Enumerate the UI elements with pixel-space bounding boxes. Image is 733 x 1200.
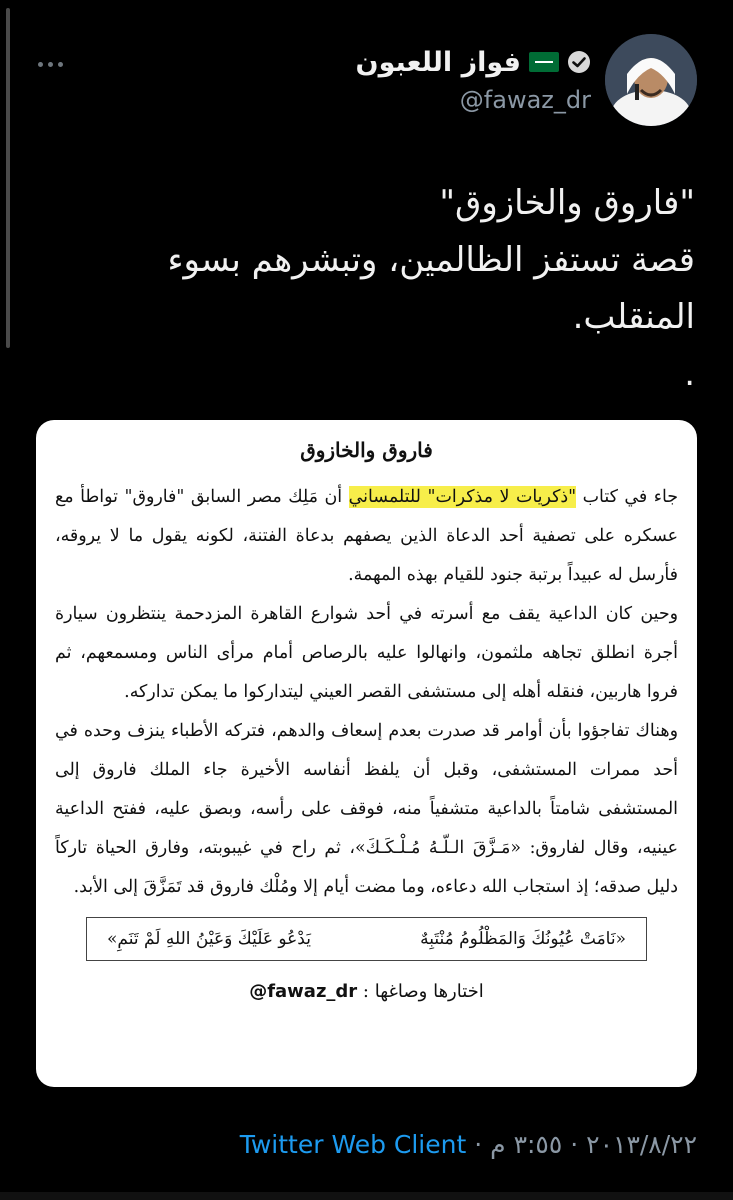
image-credit (36, 981, 697, 1002)
tweet-header (356, 34, 697, 126)
image-paragraph-2: وحين كان الداعية يقف مع أسرته في أحد شوارع القاهرة المزدحمة ينتظرون سيارة أجرة انطلق تجاهه ملثمون، وانهالوا عليه بالرصاص أمام مرأى الناس ومسمعهم، ثم فروا هاربين، فنقله أهله إلى مستشفى القصر العيني ليتداركوا ما يمكن تداركه. (55, 604, 678, 702)
bottom-bar (0, 1192, 733, 1200)
tweet-line: . (684, 354, 695, 394)
author-name[interactable]: فواز اللعبون (355, 46, 521, 78)
tweet-line: المنقلب. (572, 297, 695, 337)
para1-start: جاء في كتاب (576, 487, 678, 507)
tweet-text (55, 175, 695, 403)
credit-label: اختارها وصاغها : (362, 981, 484, 1002)
separator: · (474, 1130, 483, 1159)
credit-handle: @fawaz_dr (249, 981, 358, 1002)
saudi-flag-icon (529, 52, 559, 72)
author-handle[interactable]: @fawaz_dr (459, 85, 591, 114)
image-paragraph-1 (55, 478, 678, 595)
verified-badge-icon (567, 50, 591, 74)
scroll-indicator[interactable] (6, 8, 10, 348)
para1-end: أن مَلِك مصر السابق "فاروق" تواطأ مع عسكره على تصفية أحد الدعاة الذين يصفهم بدعاة الفتنة، لكونه يقول ما لا يروقه، فأرسل له عبيداً برتبة جنود للقيام بهذه المهمة. (55, 487, 678, 585)
tweet-time[interactable]: ٣:٥٥ م (490, 1130, 563, 1159)
poem-first-half: «نَامَتْ عُيُونُكَ وَالمَظْلُومُ مُنْتَبِهٌ (420, 929, 626, 949)
tweet-line: قصة تستفز الظالمين، وتبشرهم بسوء (167, 240, 695, 280)
image-title: فاروق والخازوق (300, 438, 433, 462)
separator: · (570, 1130, 579, 1159)
more-options-icon[interactable] (38, 62, 63, 67)
poem-verse (86, 917, 647, 961)
tweet-line: "فاروق والخازوق" (439, 183, 695, 223)
tweet-date[interactable]: ٢٠١٣/٨/٢٢ (586, 1130, 697, 1159)
poem-second-half: يَدْعُو عَلَيْكَ وَعَيْنُ اللهِ لَمْ تَنَمِ» (107, 929, 311, 949)
highlighted-text: "ذكريات لا مذكرات" للتلمساني (348, 487, 577, 507)
tweet-timestamp (240, 1130, 697, 1159)
avatar[interactable] (605, 34, 697, 126)
client-link[interactable]: Twitter Web Client (239, 1130, 467, 1159)
avatar-image (605, 34, 697, 126)
tweet-image[interactable] (36, 420, 697, 1087)
image-paragraph-3: وهناك تفاجؤوا بأن أوامر قد صدرت بعدم إسعاف والدهم، فتركه الأطباء ينزف وحده في أحد ممرات المستشفى، وقبل أن يلفظ أنفاسه الأخيرة جاء الملك فاروق إلى المستشفى شامتاً بالداعية متشفياً منه، فوقف على رأسه، وبصق عليه، ففتح الداعية عينيه، وقال لفاروق: «مَـزَّقَ الـلّـهُ مُـلْـكَـكَ»، ثم راح في غيبوبته، وفارق الحياة تاركاً دليل صدقه؛ إذ استجاب الله دعاءه، وما مضت أيام إلا ومُلْك فاروق قد تَمَزَّقَ إلى الأبد. (55, 721, 678, 897)
